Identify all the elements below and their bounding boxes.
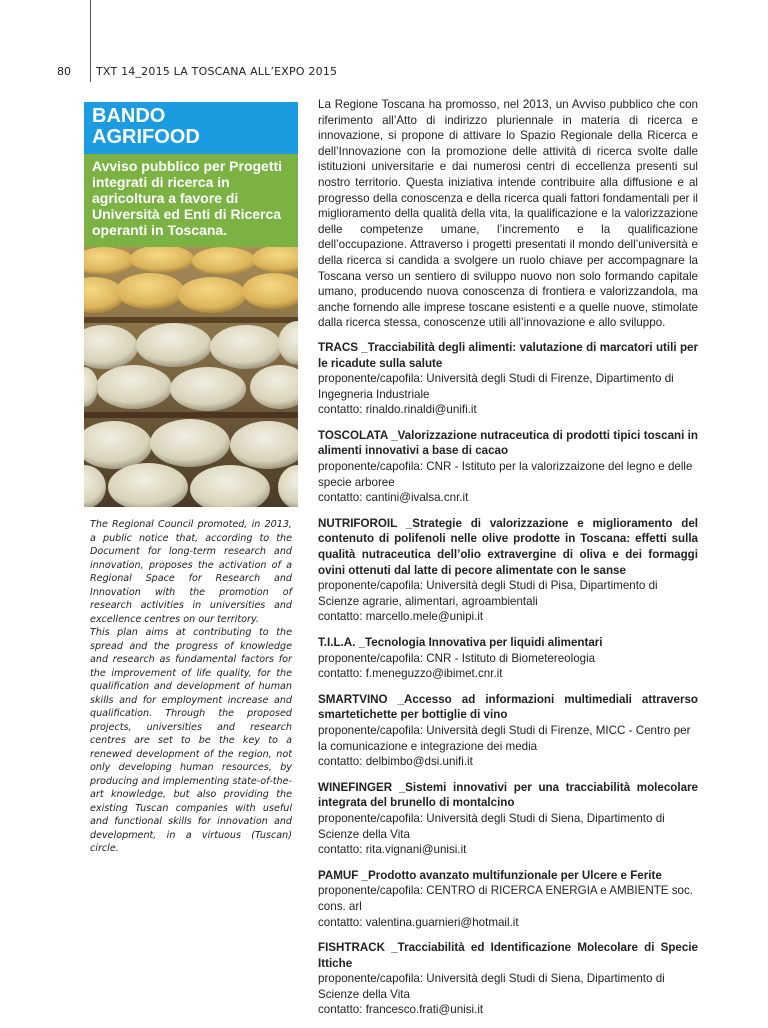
project-proponent: proponente/capofila: Università degli Studi di Siena, Dipartimento di Scienze della Vita bbox=[318, 811, 665, 841]
english-summary bbox=[90, 518, 292, 856]
main-column bbox=[318, 97, 698, 1028]
project-title: T.I.L.A. _Tecnologia Innovativa per liquidi alimentari bbox=[318, 636, 603, 649]
project-title: SMARTVINO _Accesso ad informazioni multimediali attraverso smartetichette per bottiglie di vino bbox=[318, 692, 698, 722]
project-proponent: proponente/capofila: CNR - Istituto per la valorizzaizone del legno e delle specie arboree bbox=[318, 460, 693, 489]
english-paragraph-1: The Regional Council promoted, in 2013, a public notice that, according to the Document for long-term research and innovation, proposes the activation of a Regional Space for Research and Innovation with the promotion of research activities in universities and excellence centres on our territory. bbox=[90, 519, 292, 625]
project-contact: contatto: valentina.guarnieri@hotmail.it bbox=[318, 915, 519, 929]
bando-title: BANDO AGRIFOOD bbox=[92, 105, 200, 148]
header-divider bbox=[90, 0, 91, 82]
project-proponent: proponente/capofila: Università degli Studi di Firenze, MICC - Centro per la comunicazione e integrazione dei media bbox=[318, 723, 691, 753]
page-number: 80 bbox=[57, 65, 71, 78]
project-contact: contatto: marcello.mele@unipi.it bbox=[318, 610, 484, 624]
project-entry bbox=[318, 780, 698, 858]
bando-subtitle: Avviso pubblico per Progetti integrati di ricerca in agricoltura a favore di Università ed Enti di Ricerca operanti in Toscana. bbox=[92, 158, 283, 238]
intro-paragraph: La Regione Toscana ha promosso, nel 2013, un Avviso pubblico che con riferimento all’Atto di indirizzo pluriennale in materia di ricerca e innovazione, si propone di attivare lo Spazio Regionale della Ricerca e dell’Innovazione con la promozione delle attività di ricerca svolte dalle istituzioni universitarie e dai numerosi centri di eccellenza presenti sul nostro territorio. Questa iniziativa intende contribuire alla diffusione e al progresso della conoscenza e della ricerca quali fattori fondamentali per il miglioramento della qualità della vita, la qualificazione e la valorizzazione delle competenze umane, l’incremento e la qualificazione dell’occupazione. Attraverso i progetti presentati il mondo dell’università e della ricerca si candida a svolgere un ruolo chiave per accompagnare la Toscana verso un sentiero di sviluppo nuovo non solo formando capitale umano, producendo nuova conoscenza di frontiera e valorizzandola, ma anche fornendo alle imprese toscane esistenti e a quelle nuove, stimolate dalla ricerca stessa, conoscenze utili all’innovazione e allo sviluppo. bbox=[318, 98, 698, 330]
project-title: NUTRIFOROIL _Strategie di valorizzazione e miglioramento del contenuto di polifenoli nelle olive prodotte in Toscana: effetti sulla qualità nutraceutica dell’olio extravergine di oliva e dei formaggi ovini ottenuti dal latte di pecore alimentate con le sanse bbox=[318, 516, 698, 577]
project-entry bbox=[318, 340, 698, 418]
project-entry bbox=[318, 428, 698, 506]
project-entry bbox=[318, 692, 698, 770]
project-title: PAMUF _Prodotto avanzato multifunzionale per Ulcere e Ferite bbox=[318, 868, 662, 882]
project-proponent: proponente/capofila: Università degli Studi di Firenze, Dipartimento di Ingegneria Industriale bbox=[318, 372, 674, 401]
project-entry bbox=[318, 635, 698, 682]
project-title: TOSCOLATA _Valorizzazione nutraceutica di prodotti tipici toscani in alimenti innovativi a base di cacao bbox=[318, 428, 698, 458]
project-proponent: proponente/capofila: Università degli Studi di Siena, Dipartimento di Scienze della Vita bbox=[318, 972, 665, 1001]
cheese-photo-icon bbox=[84, 247, 298, 507]
bando-title-box bbox=[84, 102, 298, 154]
project-contact: contatto: delbimbo@dsi.unifi.it bbox=[318, 755, 473, 769]
english-paragraph-2: This plan aims at contributing to the spread and the progress of knowledge and research as fundamental factors for the improvement of life quality, for the qualification and development of human skills and for employment increase and qualification. Through the proposed projects, universities and research centres are set to be the key to a renewed development of the region, not only developing human resources, by producing and implementing state-of-the-art knowledge, but also providing the existing Tuscan companies with useful and functional skills for innovation and development, in a virtuous (Tuscan) circle. bbox=[90, 627, 292, 854]
running-header: TXT 14_2015 LA TOSCANA ALL’EXPO 2015 bbox=[96, 65, 338, 78]
project-entry bbox=[318, 516, 698, 625]
project-contact: contatto: rita.vignani@unisi.it bbox=[318, 843, 467, 857]
subtitle-box bbox=[84, 154, 298, 247]
project-contact: contatto: francesco.frati@unisi.it bbox=[318, 1003, 484, 1017]
project-contact: contatto: f.meneguzzo@ibimet.cnr.it bbox=[318, 667, 503, 681]
project-title: WINEFINGER _Sistemi innovativi per una tracciabilità molecolare integrata del brunello di montalcino bbox=[318, 780, 698, 810]
project-entry bbox=[318, 940, 698, 1018]
project-entry bbox=[318, 868, 698, 930]
project-title: TRACS _Tracciabilità degli alimenti: valutazione di marcatori utili per le ricadute sulla salute bbox=[318, 340, 698, 370]
project-proponent: proponente/capofila: Università degli Studi di Pisa, Dipartimento di Scienze agrarie, alimentari, agroambientali bbox=[318, 579, 658, 608]
project-contact: contatto: cantini@ivalsa.cnr.it bbox=[318, 491, 469, 505]
project-proponent: proponente/capofila: CENTRO di RICERCA ENERGIA e AMBIENTE soc. cons. arl bbox=[318, 884, 694, 913]
project-contact: contatto: rinaldo.rinaldi@unifi.it bbox=[318, 403, 477, 417]
project-title: FISHTRACK _Tracciabilità ed Identificazione Molecolare di Specie Ittiche bbox=[318, 941, 698, 970]
project-proponent: proponente/capofila: CNR - Istituto di Biometereologia bbox=[318, 651, 596, 665]
